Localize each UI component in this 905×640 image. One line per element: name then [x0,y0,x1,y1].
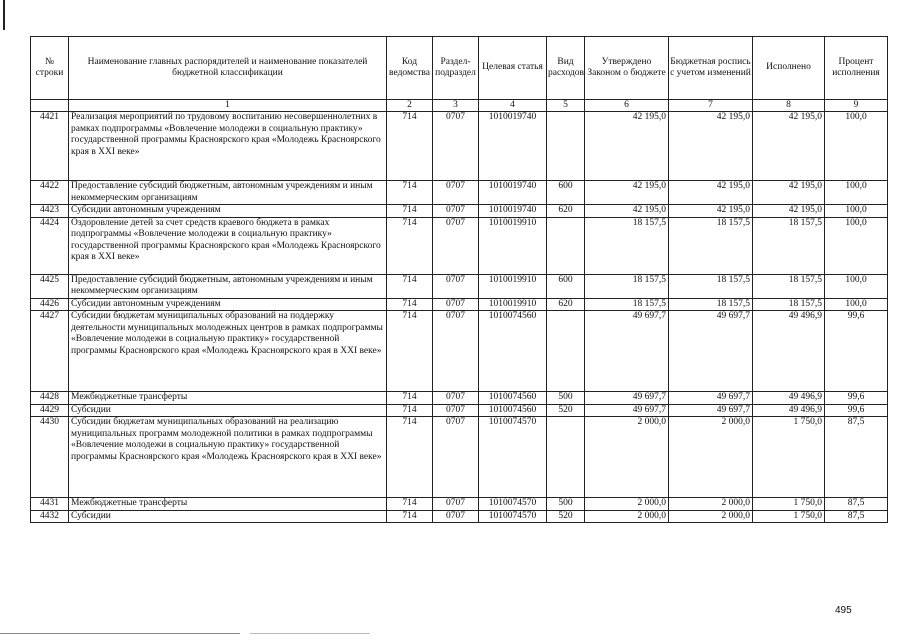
table-row [31,274,888,298]
target-article: 1010019910 [479,274,547,298]
footer-rule [0,633,240,634]
percent-executed: 100,0 [825,298,888,311]
target-article: 1010019910 [479,298,547,311]
row-name: Субсидии бюджетам муниципальных образований на реализацию муниципальных программ молодежной политики в рамках подпрограммы «Вовлечение молодежи в социальную практику» государственной программы Красноярского края «Молодежь Красноярского края в XXI веке» [69,417,387,498]
percent-executed: 100,0 [825,112,888,181]
header-target-article: Целевая статья [479,37,547,100]
executed-amount: 49 496,9 [753,404,825,417]
table-row [31,205,888,218]
percent-executed: 99,6 [825,404,888,417]
header-executed: Исполнено [753,37,825,100]
column-number: 6 [585,100,669,112]
expense-type [547,417,585,498]
schedule-amount: 49 697,7 [669,392,753,405]
header-dept-code: Код ведомства [387,37,433,100]
schedule-amount: 49 697,7 [669,404,753,417]
header-schedule: Бюджетная роспись с учетом изменений [669,37,753,100]
dept-code: 714 [387,274,433,298]
row-number: 4422 [31,181,69,205]
row-name: Субсидии автономным учреждениям [69,205,387,218]
percent-executed: 100,0 [825,217,888,274]
approved-amount: 42 195,0 [585,181,669,205]
header-percent: Процент исполнения [825,37,888,100]
dept-code: 714 [387,498,433,511]
dept-code: 714 [387,311,433,392]
section-code: 0707 [433,217,479,274]
row-number: 4421 [31,112,69,181]
dept-code: 714 [387,217,433,274]
footer-rule [250,633,370,634]
column-number-row [31,100,888,112]
dept-code: 714 [387,417,433,498]
schedule-amount: 2 000,0 [669,417,753,498]
target-article: 1010074560 [479,392,547,405]
percent-executed: 87,5 [825,498,888,511]
column-number: 2 [387,100,433,112]
executed-amount: 18 157,5 [753,217,825,274]
column-number: 1 [69,100,387,112]
row-number: 4430 [31,417,69,498]
column-number: 9 [825,100,888,112]
row-number: 4424 [31,217,69,274]
row-name: Межбюджетные трансферты [69,392,387,405]
row-number: 4432 [31,510,69,523]
percent-executed: 87,5 [825,510,888,523]
schedule-amount: 18 157,5 [669,217,753,274]
target-article: 1010019740 [479,112,547,181]
expense-type [547,112,585,181]
executed-amount: 42 195,0 [753,205,825,218]
approved-amount: 2 000,0 [585,498,669,511]
executed-amount: 49 496,9 [753,392,825,405]
row-number: 4423 [31,205,69,218]
section-code: 0707 [433,274,479,298]
row-name: Субсидии [69,404,387,417]
executed-amount: 1 750,0 [753,498,825,511]
expense-type: 600 [547,181,585,205]
executed-amount: 18 157,5 [753,274,825,298]
column-number: 7 [669,100,753,112]
section-code: 0707 [433,417,479,498]
row-number: 4425 [31,274,69,298]
expense-type: 620 [547,205,585,218]
expense-type: 500 [547,392,585,405]
row-number: 4426 [31,298,69,311]
target-article: 1010019740 [479,205,547,218]
approved-amount: 49 697,7 [585,392,669,405]
row-name: Предоставление субсидий бюджетным, автономным учреждениям и иным некоммерческим организациям [69,274,387,298]
section-code: 0707 [433,498,479,511]
row-name: Реализация мероприятий по трудовому воспитанию несовершеннолетних в рамках подпрограммы «Вовлечение молодежи в социальную практику» государственной программы Красноярского края «Молодежь Красноярского края в XXI веке» [69,112,387,181]
approved-amount: 18 157,5 [585,217,669,274]
schedule-amount: 42 195,0 [669,181,753,205]
table-row [31,392,888,405]
approved-amount: 18 157,5 [585,298,669,311]
target-article: 1010074570 [479,498,547,511]
dept-code: 714 [387,392,433,405]
row-number: 4431 [31,498,69,511]
executed-amount: 1 750,0 [753,417,825,498]
percent-executed: 100,0 [825,274,888,298]
executed-amount: 1 750,0 [753,510,825,523]
section-code: 0707 [433,181,479,205]
column-number: 3 [433,100,479,112]
percent-executed: 100,0 [825,205,888,218]
schedule-amount: 42 195,0 [669,112,753,181]
header-section: Раздел-подраздел [433,37,479,100]
row-number: 4427 [31,311,69,392]
executed-amount: 42 195,0 [753,181,825,205]
section-code: 0707 [433,298,479,311]
percent-executed: 99,6 [825,392,888,405]
target-article: 1010074570 [479,510,547,523]
dept-code: 714 [387,510,433,523]
budget-table [30,36,888,523]
schedule-amount: 2 000,0 [669,498,753,511]
table-row [31,181,888,205]
column-number: 8 [753,100,825,112]
expense-type: 600 [547,274,585,298]
row-name: Предоставление субсидий бюджетным, автономным учреждениям и иным некоммерческим организациям [69,181,387,205]
approved-amount: 49 697,7 [585,311,669,392]
expense-type [547,217,585,274]
expense-type: 500 [547,498,585,511]
row-name: Субсидии [69,510,387,523]
row-number: 4428 [31,392,69,405]
approved-amount: 42 195,0 [585,205,669,218]
executed-amount: 18 157,5 [753,298,825,311]
dept-code: 714 [387,205,433,218]
table-row [31,417,888,498]
target-article: 1010074560 [479,404,547,417]
header-row [31,37,888,100]
approved-amount: 49 697,7 [585,404,669,417]
expense-type [547,311,585,392]
header-row-number: № строки [31,37,69,100]
dept-code: 714 [387,404,433,417]
dept-code: 714 [387,298,433,311]
expense-type: 520 [547,510,585,523]
target-article: 1010074570 [479,417,547,498]
section-code: 0707 [433,392,479,405]
executed-amount: 42 195,0 [753,112,825,181]
column-number: 5 [547,100,585,112]
section-code: 0707 [433,311,479,392]
table-row [31,510,888,523]
header-expense-type: Вид расходов [547,37,585,100]
percent-executed: 100,0 [825,181,888,205]
table-row [31,112,888,181]
table-row [31,498,888,511]
expense-type: 520 [547,404,585,417]
section-code: 0707 [433,112,479,181]
dept-code: 714 [387,112,433,181]
header-name: Наименование главных распорядителей и наименование показателей бюджетной классификации [69,37,387,100]
table-row [31,311,888,392]
expense-type: 620 [547,298,585,311]
page-number: 495 [835,605,852,616]
row-number: 4429 [31,404,69,417]
target-article: 1010019740 [479,181,547,205]
target-article: 1010019910 [479,217,547,274]
target-article: 1010074560 [479,311,547,392]
table-row [31,217,888,274]
schedule-amount: 18 157,5 [669,298,753,311]
approved-amount: 2 000,0 [585,510,669,523]
schedule-amount: 49 697,7 [669,311,753,392]
approved-amount: 42 195,0 [585,112,669,181]
schedule-amount: 42 195,0 [669,205,753,218]
table-row [31,404,888,417]
section-code: 0707 [433,510,479,523]
row-name: Субсидии автономным учреждениям [69,298,387,311]
approved-amount: 18 157,5 [585,274,669,298]
column-number: 4 [479,100,547,112]
row-name: Межбюджетные трансферты [69,498,387,511]
executed-amount: 49 496,9 [753,311,825,392]
dept-code: 714 [387,181,433,205]
schedule-amount: 2 000,0 [669,510,753,523]
table-row [31,298,888,311]
row-name: Оздоровление детей за счет средств краевого бюджета в рамках подпрограммы «Вовлечение молодежи в социальную практику» государственной программы Красноярского края «Молодежь Красноярского края в XXI веке» [69,217,387,274]
approved-amount: 2 000,0 [585,417,669,498]
header-approved: Утверждено Законом о бюджете [585,37,669,100]
row-name: Субсидии бюджетам муниципальных образований на поддержку деятельности муниципальных молодежных центров в рамках подпрограммы «Вовлечение молодежи в социальную практику» государственной программы Красноярского края «Молодежь Красноярского края в XXI веке» [69,311,387,392]
column-number [31,100,69,112]
margin-rule [3,0,5,30]
percent-executed: 99,6 [825,311,888,392]
schedule-amount: 18 157,5 [669,274,753,298]
section-code: 0707 [433,205,479,218]
percent-executed: 87,5 [825,417,888,498]
section-code: 0707 [433,404,479,417]
